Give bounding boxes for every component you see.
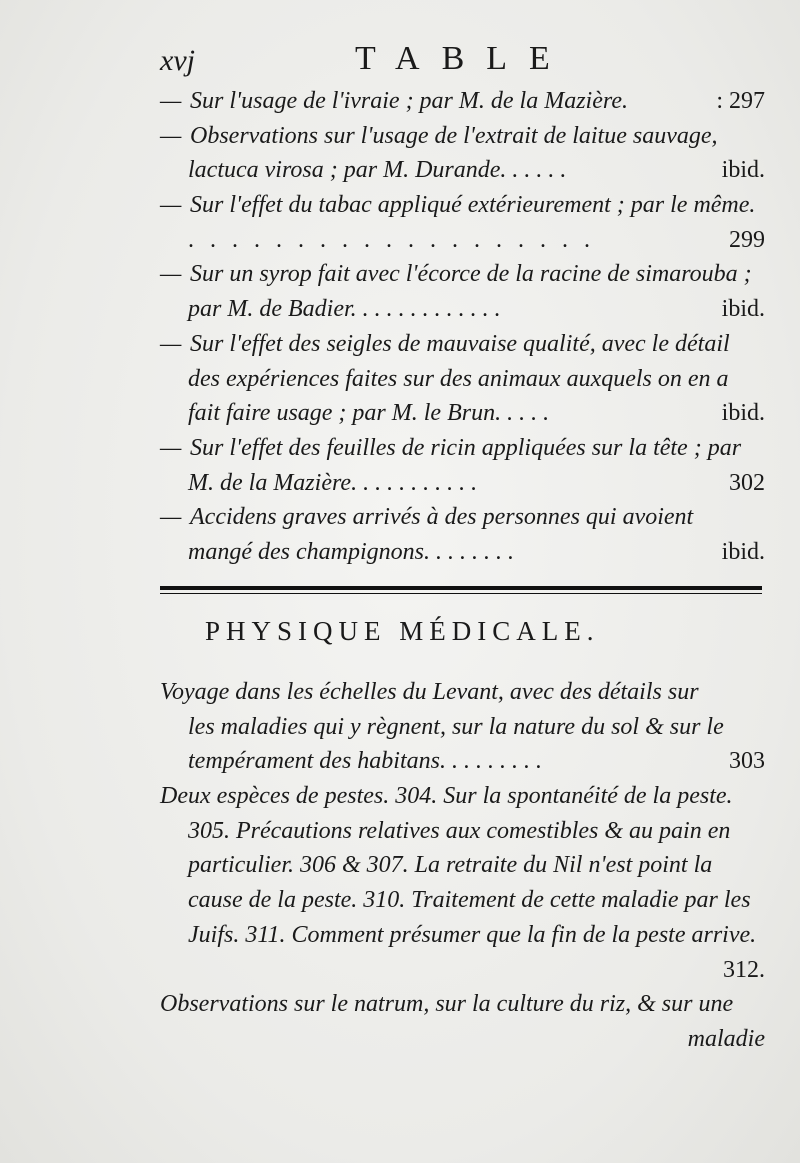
- list-item: — Observations sur l'usage de l'extrait de laitue sauvage,: [160, 122, 718, 149]
- list-item-continuation: tempérament des habitans. . . . . . . . . 303: [160, 744, 765, 779]
- list-item-continuation: cause de la peste. 310. Traitement de cette maladie par les: [188, 887, 751, 914]
- list-item: Voyage dans les échelles du Levant, avec des détails sur: [160, 679, 699, 705]
- list-item: — Sur l'effet du tabac appliqué extérieurement ; par le même.: [160, 192, 756, 219]
- list-item: — Sur un syrop fait avec l'écorce de la racine de simarouba ;: [160, 261, 752, 288]
- list-item-continuation: par M. de Badier. . . . . . . . . . . . . ibid.: [160, 292, 765, 327]
- catchword: maladie: [687, 1025, 765, 1052]
- table-entries: [160, 84, 765, 570]
- list-item-continuation: lactuca virosa ; par M. Durande. . . . . . ibid.: [160, 153, 765, 188]
- list-item-continuation: [160, 953, 765, 988]
- list-item-continuation: fait faire usage ; par M. le Brun. . . . . ibid.: [160, 396, 765, 431]
- list-item-continuation: des expériences faites sur des animaux auxquels on en a: [188, 365, 729, 392]
- page-header: [160, 36, 760, 86]
- list-item: Observations sur le natrum, sur la culture du riz, & sur une: [160, 991, 734, 1018]
- list-item-continuation: 305. Précautions relatives aux comestibles & au pain en: [188, 817, 731, 844]
- section-entries: [160, 675, 765, 1057]
- page-number: xvj: [160, 44, 195, 77]
- page-ref: ibid.: [721, 400, 765, 427]
- page-ref: : 297: [716, 88, 765, 114]
- running-title: TABLE: [355, 40, 572, 77]
- page-ref: 303: [729, 748, 765, 775]
- page-ref: ibid.: [721, 296, 765, 323]
- list-item: — Sur l'usage de l'ivraie ; par M. de la Mazière. : 297: [160, 84, 765, 119]
- list-item-continuation: [160, 1022, 765, 1057]
- list-item-continuation: [160, 223, 765, 258]
- list-item: Deux espèces de pestes. 304. Sur la spontanéité de la peste.: [160, 783, 733, 810]
- list-item-continuation: particulier. 306 & 307. La retraite du Nil n'est point la: [188, 852, 713, 879]
- page-ref: 299: [729, 226, 765, 253]
- list-item-continuation: mangé des champignons. . . . . . . . ibid.: [160, 535, 765, 570]
- page-ref: ibid.: [721, 538, 765, 565]
- section-divider: [160, 586, 762, 590]
- list-item: — Accidens graves arrivés à des personnes qui avoient: [160, 504, 694, 531]
- list-item: — Sur l'effet des seigles de mauvaise qualité, avec le détail: [160, 330, 730, 357]
- section-title: PHYSIQUE MÉDICALE.: [205, 616, 600, 646]
- page-ref: 302: [729, 469, 765, 496]
- page-ref: ibid.: [721, 157, 765, 184]
- list-item-continuation: Juifs. 311. Comment présumer que la fin de la peste arrive.: [188, 921, 757, 948]
- page-ref: 312.: [723, 956, 765, 983]
- list-item: — Sur l'effet des feuilles de ricin appliquées sur la tête ; par: [160, 434, 742, 461]
- leader-dots: . . . . . . . . . . . . . . . . . . .: [188, 226, 595, 253]
- list-item-continuation: les maladies qui y règnent, sur la nature du sol & sur le: [188, 713, 724, 740]
- list-item-continuation: M. de la Mazière. . . . . . . . . . . 302: [160, 466, 765, 501]
- section-divider-thin: [160, 593, 762, 594]
